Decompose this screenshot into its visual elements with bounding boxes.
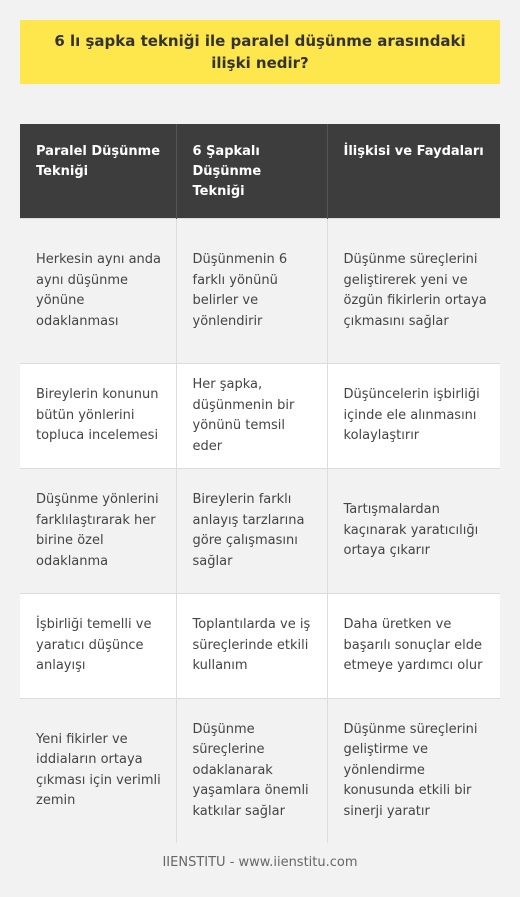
table-cell: Düşünme süreçlerine odaklanarak yaşamlara önemli katkılar sağlar xyxy=(176,699,327,843)
table-cell: Herkesin aynı anda aynı düşünme yönüne odaklanması xyxy=(20,219,176,364)
table-cell: Her şapka, düşünmenin bir yönünü temsil eder xyxy=(176,364,327,469)
table-row xyxy=(20,594,500,699)
table-cell: Toplantılarda ve iş süreçlerinde etkili kullanım xyxy=(176,594,327,699)
footer-credit: IIENSTITU - www.iienstitu.com xyxy=(162,855,358,870)
table-row xyxy=(20,219,500,364)
table-cell: Yeni fikirler ve iddiaların ortaya çıkması için verimli zemin xyxy=(20,699,176,843)
table-row xyxy=(20,364,500,469)
table-cell: Tartışmalardan kaçınarak yaratıcılığı ortaya çıkarır xyxy=(327,469,500,594)
table-cell: Bireylerin konunun bütün yönlerini topluca incelemesi xyxy=(20,364,176,469)
column-header: İlişkisi ve Faydaları xyxy=(327,124,500,219)
table-cell: Düşünme süreçlerini geliştirme ve yönlendirme konusunda etkili bir sinerji yaratır xyxy=(327,699,500,843)
comparison-table xyxy=(20,124,500,843)
column-header: Paralel Düşünme Tekniği xyxy=(20,124,176,219)
table-row xyxy=(20,469,500,594)
table-row xyxy=(20,699,500,843)
table-cell: Bireylerin farklı anlayış tarzlarına göre çalışmasını sağlar xyxy=(176,469,327,594)
page-title: 6 lı şapka tekniği ile paralel düşünme arasındaki ilişki nedir? xyxy=(20,20,500,84)
table-header-row xyxy=(20,124,500,219)
table-cell: Düşüncelerin işbirliği içinde ele alınmasını kolaylaştırır xyxy=(327,364,500,469)
table-cell: Düşünme süreçlerini geliştirerek yeni ve özgün fikirlerin ortaya çıkmasını sağlar xyxy=(327,219,500,364)
table-cell: İşbirliği temelli ve yaratıcı düşünce anlayışı xyxy=(20,594,176,699)
table-cell: Düşünmenin 6 farklı yönünü belirler ve yönlendirir xyxy=(176,219,327,364)
table-cell: Düşünme yönlerini farklılaştırarak her birine özel odaklanma xyxy=(20,469,176,594)
column-header: 6 Şapkalı Düşünme Tekniği xyxy=(176,124,327,219)
table-cell: Daha üretken ve başarılı sonuçlar elde etmeye yardımcı olur xyxy=(327,594,500,699)
